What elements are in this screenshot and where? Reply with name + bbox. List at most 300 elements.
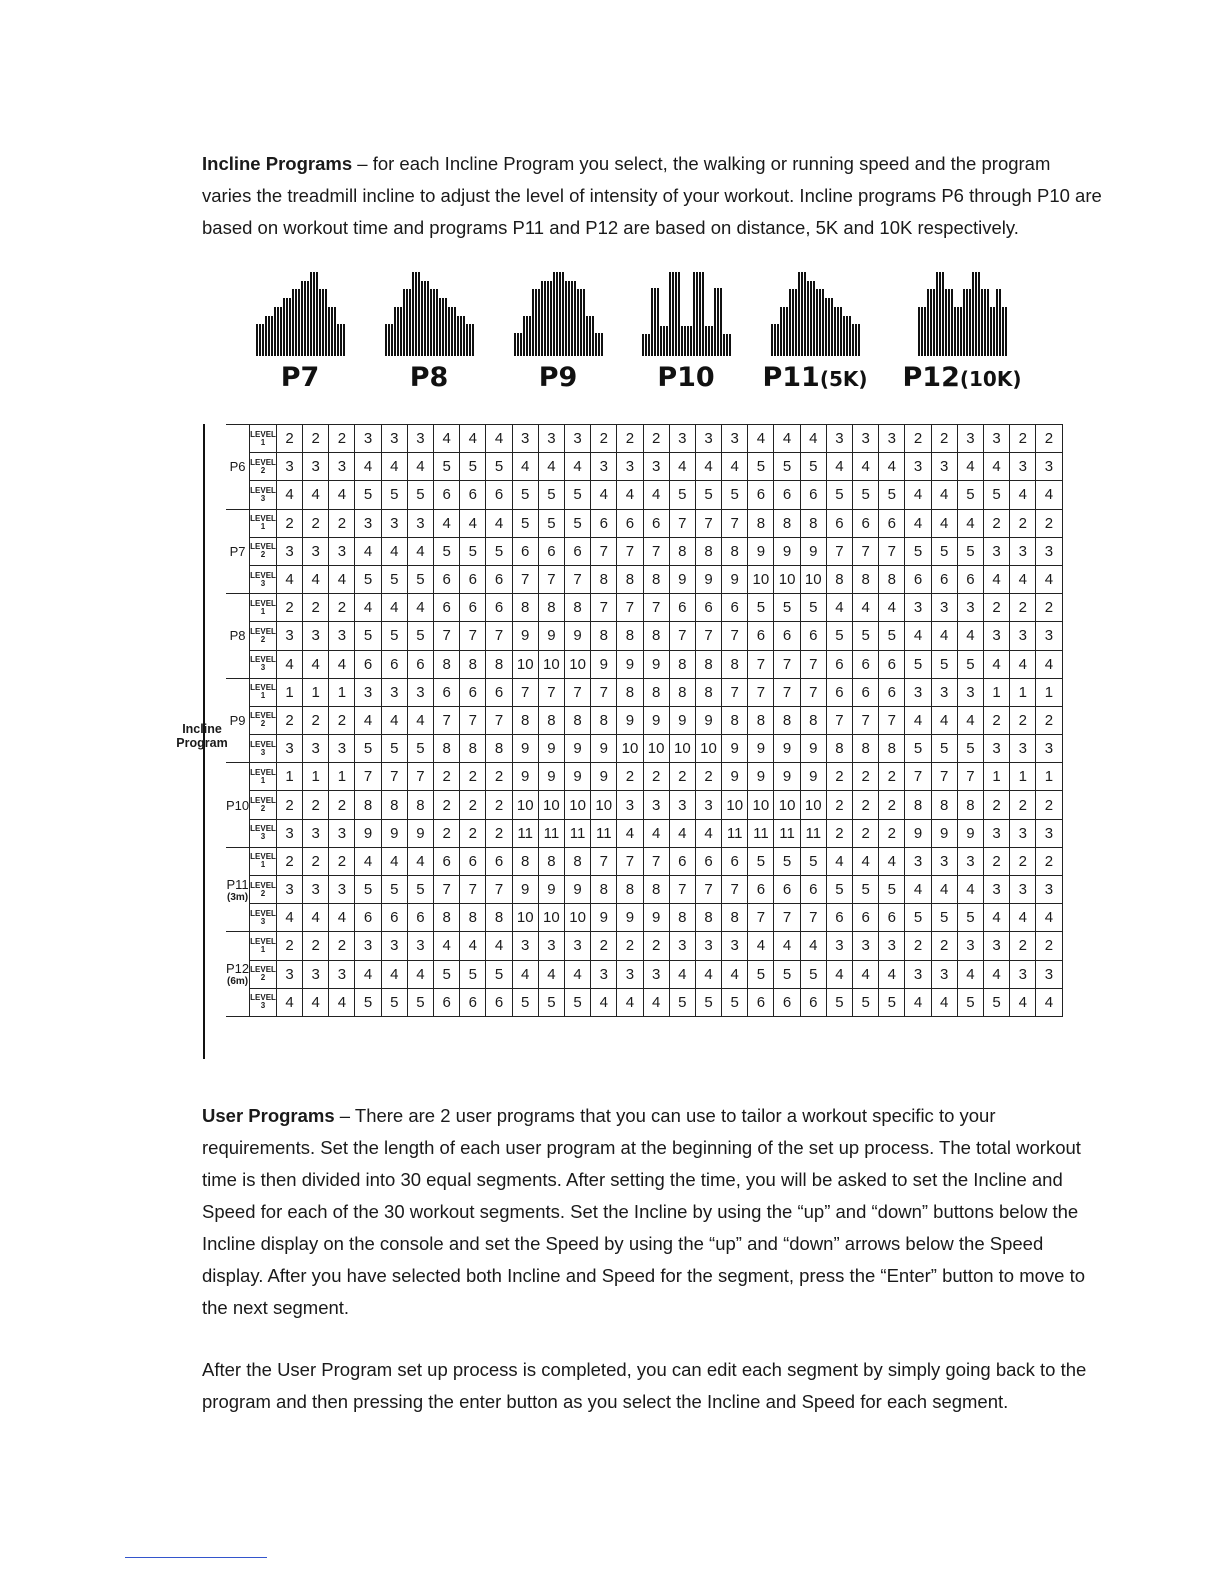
incline-value-cell: 3 bbox=[957, 425, 983, 453]
incline-value-cell: 5 bbox=[957, 988, 983, 1016]
incline-value-cell: 2 bbox=[643, 763, 669, 791]
profile-bar bbox=[693, 272, 695, 356]
incline-value-cell: 7 bbox=[722, 876, 748, 904]
profile-distance: (10K) bbox=[959, 367, 1022, 391]
level-number: 3 bbox=[260, 493, 266, 503]
incline-programs-heading: Incline Programs bbox=[202, 153, 353, 174]
level-number: 2 bbox=[260, 973, 266, 983]
incline-value-cell: 4 bbox=[486, 932, 512, 960]
incline-value-cell: 10 bbox=[617, 735, 643, 763]
incline-value-cell: 2 bbox=[669, 763, 695, 791]
incline-value-cell: 6 bbox=[748, 988, 774, 1016]
incline-value-cell: 1 bbox=[303, 678, 329, 706]
incline-value-cell: 4 bbox=[276, 565, 302, 593]
profile-bar bbox=[651, 288, 653, 356]
profile-p10 bbox=[631, 270, 741, 395]
incline-value-cell: 9 bbox=[800, 763, 826, 791]
profile-bar bbox=[957, 307, 959, 356]
incline-value-cell: 4 bbox=[617, 481, 643, 509]
profile-bar bbox=[819, 289, 821, 356]
incline-value-cell: 3 bbox=[905, 678, 931, 706]
incline-value-cell: 9 bbox=[538, 763, 564, 791]
incline-value-cell: 3 bbox=[1010, 960, 1036, 988]
incline-value-cell: 5 bbox=[957, 650, 983, 678]
incline-value-cell: 2 bbox=[853, 763, 879, 791]
incline-program-side-label bbox=[176, 722, 228, 750]
incline-value-cell: 6 bbox=[381, 904, 407, 932]
incline-value-cell: 9 bbox=[538, 735, 564, 763]
user-programs-paragraph bbox=[202, 1100, 1102, 1324]
incline-value-cell: 3 bbox=[722, 425, 748, 453]
table-row bbox=[226, 932, 1062, 960]
level-word: LEVEL bbox=[250, 514, 276, 524]
incline-value-cell: 4 bbox=[381, 847, 407, 875]
incline-value-cell: 2 bbox=[460, 763, 486, 791]
incline-value-cell: 5 bbox=[931, 904, 957, 932]
incline-value-cell: 5 bbox=[355, 481, 381, 509]
incline-value-cell: 3 bbox=[407, 932, 433, 960]
incline-value-cell: 7 bbox=[853, 537, 879, 565]
level-number: 3 bbox=[260, 832, 266, 842]
incline-value-cell: 2 bbox=[983, 509, 1009, 537]
profile-bar bbox=[409, 289, 411, 356]
incline-value-cell: 3 bbox=[303, 735, 329, 763]
level-number: 1 bbox=[260, 860, 266, 870]
incline-value-cell: 9 bbox=[564, 763, 590, 791]
incline-value-cell: 7 bbox=[905, 763, 931, 791]
incline-value-cell: 5 bbox=[748, 847, 774, 875]
level-word: LEVEL bbox=[250, 626, 276, 636]
incline-value-cell: 2 bbox=[1010, 932, 1036, 960]
profile-bar bbox=[813, 281, 815, 356]
profile-bar bbox=[690, 326, 692, 356]
incline-value-cell: 4 bbox=[983, 904, 1009, 932]
incline-value-cell: 6 bbox=[434, 988, 460, 1016]
incline-value-cell: 8 bbox=[879, 735, 905, 763]
incline-value-cell: 1 bbox=[276, 678, 302, 706]
incline-value-cell: 5 bbox=[512, 481, 538, 509]
profile-bar bbox=[942, 272, 944, 356]
incline-value-cell: 4 bbox=[564, 960, 590, 988]
incline-value-cell: 4 bbox=[722, 960, 748, 988]
incline-value-cell: 3 bbox=[564, 932, 590, 960]
incline-value-cell: 6 bbox=[643, 509, 669, 537]
incline-value-cell: 9 bbox=[669, 706, 695, 734]
incline-value-cell: 4 bbox=[407, 706, 433, 734]
incline-value-cell: 4 bbox=[303, 481, 329, 509]
incline-value-cell: 5 bbox=[381, 876, 407, 904]
incline-value-cell: 10 bbox=[512, 904, 538, 932]
incline-value-cell: 7 bbox=[486, 706, 512, 734]
incline-value-cell: 4 bbox=[643, 988, 669, 1016]
incline-value-cell: 7 bbox=[669, 509, 695, 537]
incline-value-cell: 5 bbox=[407, 565, 433, 593]
profile-name: P11 bbox=[762, 362, 820, 393]
incline-value-cell: 4 bbox=[774, 932, 800, 960]
incline-value-cell: 10 bbox=[774, 791, 800, 819]
incline-value-cell: 9 bbox=[355, 819, 381, 847]
profile-bar bbox=[726, 334, 728, 356]
incline-value-cell: 5 bbox=[826, 481, 852, 509]
incline-value-cell: 5 bbox=[853, 988, 879, 1016]
level-word: LEVEL bbox=[250, 993, 276, 1003]
level-word: LEVEL bbox=[250, 711, 276, 721]
profile-bar bbox=[663, 326, 665, 356]
incline-value-cell: 5 bbox=[931, 735, 957, 763]
profile-bar bbox=[541, 281, 543, 356]
profile-bar bbox=[439, 298, 441, 356]
incline-value-cell: 3 bbox=[1036, 622, 1062, 650]
incline-value-cell: 2 bbox=[905, 932, 931, 960]
level-label-cell bbox=[250, 594, 277, 622]
footer-link-underline bbox=[125, 1557, 267, 1558]
program-name: P12 bbox=[226, 961, 250, 977]
profile-bar bbox=[804, 272, 806, 356]
level-label-cell bbox=[250, 650, 277, 678]
profile-name: P9 bbox=[538, 362, 578, 393]
incline-value-cell: 3 bbox=[1010, 876, 1036, 904]
level-label-cell bbox=[250, 847, 277, 875]
incline-value-cell: 4 bbox=[905, 509, 931, 537]
profile-bar bbox=[939, 272, 941, 356]
incline-value-cell: 3 bbox=[695, 932, 721, 960]
program-name: P8 bbox=[229, 628, 246, 644]
profile-bar bbox=[702, 272, 704, 356]
incline-value-cell: 4 bbox=[407, 960, 433, 988]
user-programs-heading: User Programs bbox=[202, 1105, 335, 1126]
level-number: 3 bbox=[260, 578, 266, 588]
program-name-cell bbox=[226, 509, 250, 594]
incline-value-cell: 8 bbox=[564, 706, 590, 734]
incline-value-cell: 5 bbox=[879, 481, 905, 509]
profile-bar bbox=[789, 289, 791, 356]
profile-bar bbox=[598, 333, 600, 356]
incline-value-cell: 3 bbox=[879, 932, 905, 960]
incline-value-cell: 7 bbox=[931, 763, 957, 791]
profile-bar bbox=[535, 289, 537, 356]
incline-value-cell: 4 bbox=[669, 819, 695, 847]
incline-value-cell: 9 bbox=[774, 735, 800, 763]
incline-value-cell: 4 bbox=[853, 960, 879, 988]
incline-value-cell: 7 bbox=[617, 594, 643, 622]
table-row bbox=[226, 425, 1062, 453]
incline-value-cell: 5 bbox=[905, 537, 931, 565]
incline-value-cell: 5 bbox=[538, 509, 564, 537]
level-word: LEVEL bbox=[250, 965, 276, 975]
incline-value-cell: 9 bbox=[407, 819, 433, 847]
incline-value-cell: 3 bbox=[381, 932, 407, 960]
incline-value-cell: 7 bbox=[722, 678, 748, 706]
incline-value-cell: 3 bbox=[329, 819, 355, 847]
incline-value-cell: 7 bbox=[774, 650, 800, 678]
incline-value-cell: 6 bbox=[774, 622, 800, 650]
incline-value-cell: 10 bbox=[564, 650, 590, 678]
incline-value-cell: 9 bbox=[381, 819, 407, 847]
profile-bar bbox=[256, 324, 258, 356]
profile-bar bbox=[310, 272, 312, 356]
incline-value-cell: 5 bbox=[538, 481, 564, 509]
table-row bbox=[226, 847, 1062, 875]
incline-value-cell: 5 bbox=[748, 453, 774, 481]
incline-value-cell: 8 bbox=[538, 706, 564, 734]
level-label-cell bbox=[250, 932, 277, 960]
profile-bar bbox=[729, 334, 731, 356]
incline-value-cell: 8 bbox=[643, 622, 669, 650]
incline-value-cell: 10 bbox=[538, 904, 564, 932]
profile-bar bbox=[562, 272, 564, 356]
level-number: 1 bbox=[260, 944, 266, 954]
incline-value-cell: 4 bbox=[983, 565, 1009, 593]
incline-value-cell: 11 bbox=[538, 819, 564, 847]
incline-value-cell: 9 bbox=[564, 735, 590, 763]
incline-value-cell: 4 bbox=[905, 622, 931, 650]
incline-value-cell: 7 bbox=[460, 876, 486, 904]
profile-bar bbox=[550, 281, 552, 356]
profile-bar bbox=[295, 289, 297, 356]
incline-value-cell: 4 bbox=[486, 509, 512, 537]
incline-value-cell: 4 bbox=[355, 453, 381, 481]
level-number: 2 bbox=[260, 634, 266, 644]
incline-value-cell: 4 bbox=[1036, 988, 1062, 1016]
incline-value-cell: 3 bbox=[957, 678, 983, 706]
level-label-cell bbox=[250, 706, 277, 734]
incline-value-cell: 5 bbox=[983, 988, 1009, 1016]
incline-value-cell: 1 bbox=[1036, 678, 1062, 706]
incline-value-cell: 2 bbox=[434, 763, 460, 791]
incline-value-cell: 6 bbox=[460, 678, 486, 706]
incline-value-cell: 5 bbox=[905, 904, 931, 932]
incline-value-cell: 6 bbox=[486, 988, 512, 1016]
profile-bar bbox=[771, 324, 773, 356]
incline-value-cell: 9 bbox=[748, 537, 774, 565]
incline-value-cell: 9 bbox=[774, 537, 800, 565]
incline-value-cell: 9 bbox=[722, 565, 748, 593]
incline-value-cell: 6 bbox=[722, 594, 748, 622]
incline-value-cell: 6 bbox=[617, 509, 643, 537]
incline-value-cell: 3 bbox=[905, 847, 931, 875]
incline-value-cell: 5 bbox=[905, 650, 931, 678]
incline-value-cell: 9 bbox=[591, 763, 617, 791]
incline-value-cell: 6 bbox=[695, 594, 721, 622]
level-word: LEVEL bbox=[250, 683, 276, 693]
incline-value-cell: 4 bbox=[931, 876, 957, 904]
profile-bar bbox=[801, 272, 803, 356]
incline-value-cell: 3 bbox=[983, 735, 1009, 763]
incline-value-cell: 3 bbox=[983, 819, 1009, 847]
incline-value-cell: 2 bbox=[276, 594, 302, 622]
incline-value-cell: 4 bbox=[643, 481, 669, 509]
incline-value-cell: 4 bbox=[669, 453, 695, 481]
incline-value-cell: 3 bbox=[826, 932, 852, 960]
profile-bar bbox=[645, 334, 647, 356]
incline-value-cell: 3 bbox=[931, 847, 957, 875]
incline-value-cell: 5 bbox=[355, 622, 381, 650]
incline-value-cell: 4 bbox=[1010, 988, 1036, 1016]
profile-bar bbox=[331, 307, 333, 356]
heading-dash: – bbox=[334, 1105, 355, 1126]
incline-value-cell: 3 bbox=[407, 425, 433, 453]
profile-bar bbox=[780, 307, 782, 356]
incline-value-cell: 3 bbox=[722, 932, 748, 960]
incline-value-cell: 6 bbox=[460, 594, 486, 622]
program-profile-graphics bbox=[0, 270, 1224, 400]
profile-bar bbox=[454, 307, 456, 356]
incline-value-cell: 5 bbox=[407, 481, 433, 509]
incline-value-cell: 10 bbox=[800, 791, 826, 819]
level-word: LEVEL bbox=[250, 936, 276, 946]
incline-value-cell: 5 bbox=[434, 453, 460, 481]
incline-value-cell: 3 bbox=[983, 425, 1009, 453]
profile-bar bbox=[792, 289, 794, 356]
incline-value-cell: 5 bbox=[434, 537, 460, 565]
incline-value-cell: 8 bbox=[617, 622, 643, 650]
incline-value-cell: 6 bbox=[460, 988, 486, 1016]
incline-value-cell: 4 bbox=[329, 565, 355, 593]
incline-value-cell: 6 bbox=[381, 650, 407, 678]
profile-p12 bbox=[902, 270, 1022, 395]
level-label-cell bbox=[250, 425, 277, 453]
profile-bar bbox=[574, 281, 576, 356]
incline-value-cell: 4 bbox=[957, 706, 983, 734]
incline-value-cell: 4 bbox=[905, 876, 931, 904]
incline-value-cell: 6 bbox=[879, 678, 905, 706]
incline-value-cell: 3 bbox=[617, 791, 643, 819]
incline-value-cell: 7 bbox=[695, 509, 721, 537]
incline-value-cell: 8 bbox=[591, 876, 617, 904]
incline-value-cell: 7 bbox=[774, 904, 800, 932]
profile-bar bbox=[391, 324, 393, 356]
level-number: 1 bbox=[260, 522, 266, 532]
incline-value-cell: 9 bbox=[538, 622, 564, 650]
level-word: LEVEL bbox=[250, 457, 276, 467]
profile-bar bbox=[565, 281, 567, 356]
incline-value-cell: 3 bbox=[695, 425, 721, 453]
level-label-cell bbox=[250, 988, 277, 1016]
incline-value-cell: 6 bbox=[486, 678, 512, 706]
profile-bars bbox=[760, 270, 870, 356]
profile-name: P10 bbox=[657, 362, 715, 393]
incline-value-cell: 8 bbox=[853, 565, 879, 593]
level-word: LEVEL bbox=[250, 570, 276, 580]
incline-value-cell: 7 bbox=[722, 509, 748, 537]
table-row bbox=[226, 650, 1062, 678]
incline-value-cell: 4 bbox=[276, 481, 302, 509]
program-name-cell bbox=[226, 678, 250, 763]
profile-bar bbox=[451, 307, 453, 356]
level-number: 3 bbox=[260, 916, 266, 926]
profile-bar bbox=[430, 289, 432, 356]
incline-value-cell: 2 bbox=[276, 791, 302, 819]
incline-value-cell: 6 bbox=[774, 876, 800, 904]
incline-value-cell: 6 bbox=[669, 594, 695, 622]
incline-value-cell: 3 bbox=[512, 425, 538, 453]
level-number: 1 bbox=[260, 437, 266, 447]
level-word: LEVEL bbox=[250, 485, 276, 495]
incline-value-cell: 6 bbox=[434, 847, 460, 875]
profile-bar bbox=[298, 289, 300, 356]
profile-bar bbox=[583, 289, 585, 356]
incline-value-cell: 8 bbox=[826, 735, 852, 763]
incline-value-cell: 8 bbox=[591, 565, 617, 593]
incline-value-cell: 3 bbox=[957, 847, 983, 875]
incline-value-cell: 6 bbox=[853, 509, 879, 537]
incline-value-cell: 3 bbox=[276, 960, 302, 988]
level-word: LEVEL bbox=[250, 598, 276, 608]
profile-bar bbox=[708, 326, 710, 356]
incline-value-cell: 5 bbox=[800, 960, 826, 988]
incline-value-cell: 6 bbox=[486, 565, 512, 593]
profile-bar bbox=[292, 289, 294, 356]
profile-bar bbox=[280, 307, 282, 356]
profile-bar bbox=[271, 316, 273, 356]
table-row bbox=[226, 988, 1062, 1016]
incline-value-cell: 5 bbox=[407, 876, 433, 904]
incline-value-cell: 6 bbox=[722, 847, 748, 875]
incline-value-cell: 8 bbox=[748, 706, 774, 734]
profile-bar bbox=[463, 316, 465, 356]
incline-value-cell: 9 bbox=[564, 876, 590, 904]
incline-programs-paragraph bbox=[202, 148, 1102, 244]
incline-value-cell: 4 bbox=[957, 622, 983, 650]
profile-bar bbox=[777, 324, 779, 356]
incline-value-cell: 8 bbox=[460, 650, 486, 678]
profile-bar bbox=[840, 307, 842, 356]
profile-bar bbox=[1005, 307, 1007, 356]
incline-value-cell: 3 bbox=[355, 678, 381, 706]
profile-p11 bbox=[760, 270, 870, 395]
profile-bar bbox=[538, 289, 540, 356]
incline-value-cell: 7 bbox=[434, 622, 460, 650]
incline-value-cell: 2 bbox=[434, 819, 460, 847]
level-word: LEVEL bbox=[250, 655, 276, 665]
incline-value-cell: 3 bbox=[617, 453, 643, 481]
incline-value-cell: 10 bbox=[800, 565, 826, 593]
level-label-cell bbox=[250, 537, 277, 565]
incline-value-cell: 5 bbox=[460, 960, 486, 988]
profile-bar bbox=[544, 281, 546, 356]
profile-bar bbox=[319, 289, 321, 356]
incline-value-cell: 2 bbox=[303, 932, 329, 960]
incline-value-cell: 2 bbox=[303, 509, 329, 537]
incline-value-cell: 7 bbox=[643, 594, 669, 622]
incline-value-cell: 7 bbox=[800, 650, 826, 678]
profile-bar bbox=[948, 289, 950, 356]
profile-bar bbox=[259, 324, 261, 356]
incline-value-cell: 8 bbox=[800, 509, 826, 537]
incline-value-cell: 10 bbox=[591, 791, 617, 819]
incline-value-cell: 10 bbox=[564, 791, 590, 819]
incline-value-cell: 9 bbox=[695, 706, 721, 734]
level-number: 3 bbox=[260, 663, 266, 673]
profile-bar bbox=[969, 289, 971, 356]
incline-value-cell: 7 bbox=[800, 678, 826, 706]
level-number: 1 bbox=[260, 691, 266, 701]
incline-value-cell: 7 bbox=[434, 706, 460, 734]
profile-bar bbox=[394, 307, 396, 356]
incline-value-cell: 3 bbox=[905, 453, 931, 481]
incline-value-cell: 7 bbox=[460, 706, 486, 734]
incline-value-cell: 3 bbox=[643, 453, 669, 481]
table-row bbox=[226, 819, 1062, 847]
incline-value-cell: 5 bbox=[826, 876, 852, 904]
incline-value-cell: 6 bbox=[826, 650, 852, 678]
incline-value-cell: 8 bbox=[355, 791, 381, 819]
incline-value-cell: 3 bbox=[329, 960, 355, 988]
incline-value-cell: 2 bbox=[303, 791, 329, 819]
profile-bar bbox=[684, 326, 686, 356]
level-label-cell bbox=[250, 904, 277, 932]
profile-bar bbox=[807, 281, 809, 356]
